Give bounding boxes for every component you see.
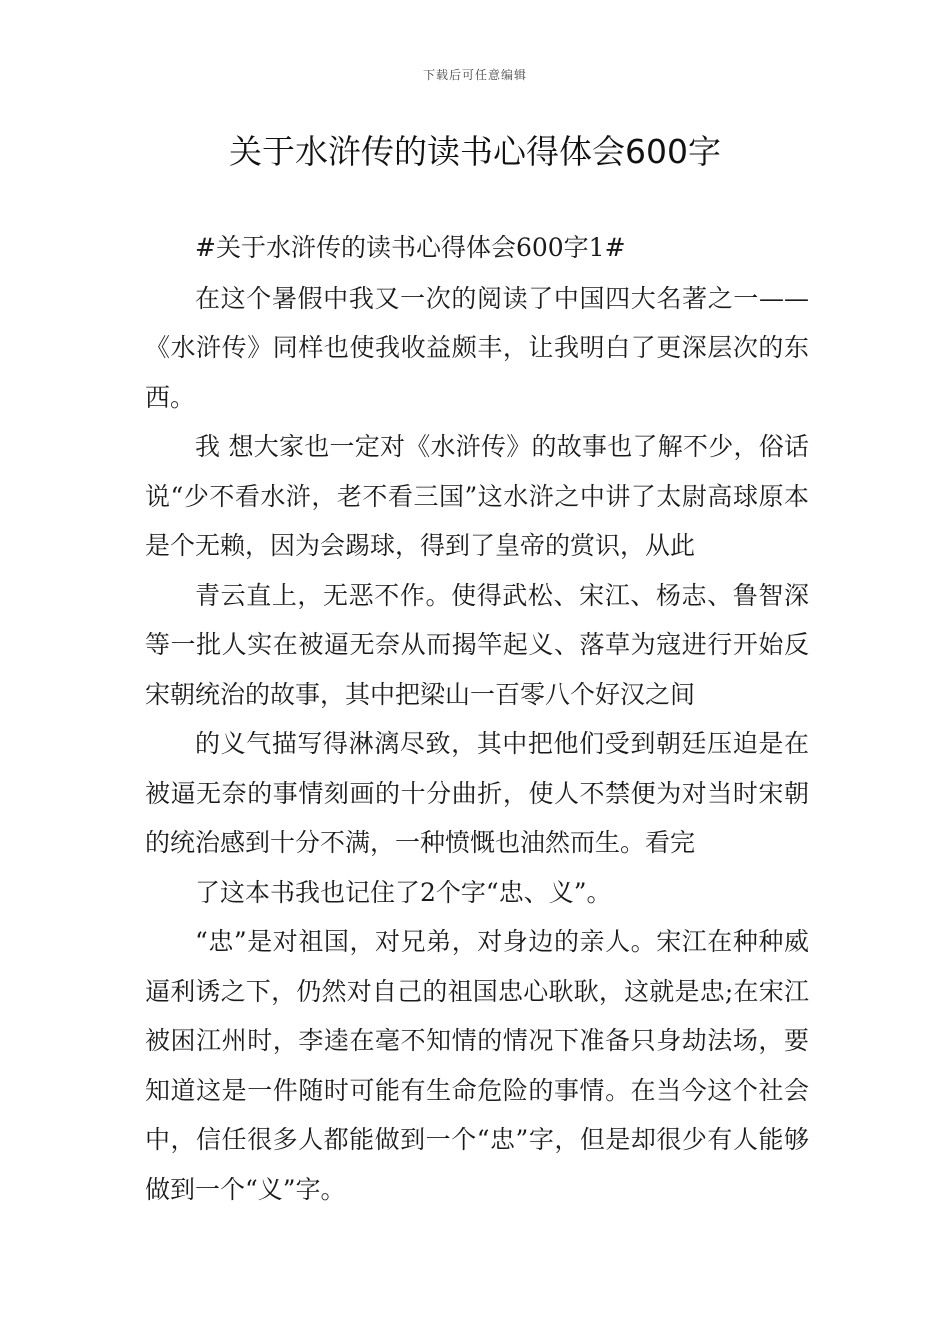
section-heading: #关于水浒传的读书心得体会600字1# [195,233,626,262]
paragraph-1: 在这个暑假中我又一次的阅读了中国四大名著之一——《水浒传》同样也使我收益颇丰，让我明白了更深层次的东西。 [145,283,809,412]
document-body [145,223,809,1214]
paragraph-6: “忠”是对祖国，对兄弟，对身边的亲人。宋江在种种威逼利诱之下，仍然对自己的祖国忠心耿耿，这就是忠;在宋江被困江州时，李逵在毫不知情的情况下准备只身劫法场，要知道这是一件随时可能有生命危险的事情。在当今这个社会中，信任很多人都能做到一个“忠”字，但是却很少有人能够做到一个“义”字。 [145,927,809,1204]
header-note: 下载后可任意编辑 [422,68,527,82]
paragraph-4: 的义气描写得淋漓尽致，其中把他们受到朝廷压迫是在被逼无奈的事情刻画的十分曲折，使人不禁便为对当时宋朝的统治感到十分不满，一种愤慨也油然而生。看完 [145,729,809,857]
paragraph-2: 我 想大家也一定对《水浒传》的故事也了解不少，俗话说“少不看水浒，老不看三国”这水浒之中讲了太尉高球原本是个无赖，因为会踢球，得到了皇帝的赏识，从此 [145,432,809,560]
paragraph-3: 青云直上，无恶不作。使得武松、宋江、杨志、鲁智深等一批人实在被逼无奈从而揭竿起义、落草为寇进行开始反宋朝统治的故事，其中把梁山一百零八个好汉之间 [145,580,809,709]
paragraph-5: 了这本书我也记住了2个字“忠、义”。 [195,877,612,907]
document-title: 关于水浒传的读书心得体会600字 [229,132,721,171]
